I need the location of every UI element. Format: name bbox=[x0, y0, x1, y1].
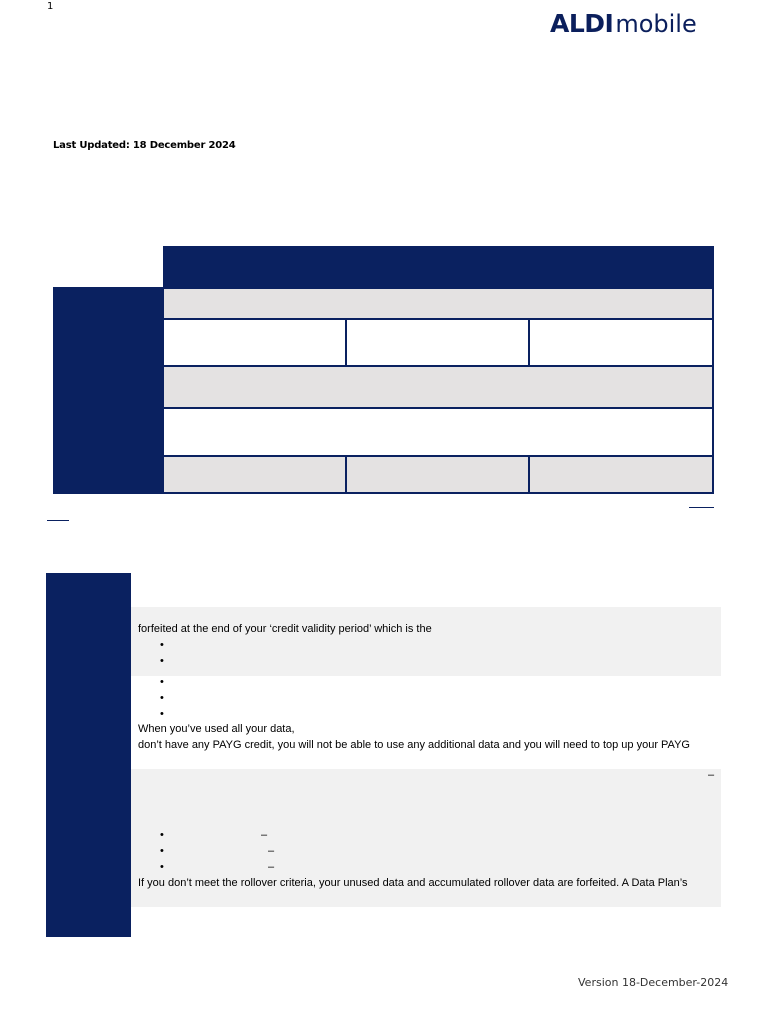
panel3-dash-top: – bbox=[708, 769, 715, 781]
table-bottom-border bbox=[53, 492, 714, 494]
panel1-text: forfeited at the end of your ‘credit validity period’ which is the bbox=[138, 623, 432, 635]
table-row-3 bbox=[162, 365, 714, 409]
section-side-bar bbox=[46, 573, 131, 937]
panel1-bullet-1: • bbox=[160, 639, 164, 651]
panel2-bullet-1: • bbox=[160, 676, 164, 688]
table-cell-5-3 bbox=[528, 455, 714, 494]
table-row-4 bbox=[162, 407, 714, 457]
table-cell-2-2 bbox=[345, 318, 530, 367]
panel2-text-1: When you’ve used all your data, bbox=[138, 723, 295, 735]
aldi-mobile-logo bbox=[550, 9, 697, 39]
table-cell-5-2 bbox=[345, 455, 530, 494]
panel3-bullet-2: • bbox=[160, 845, 164, 857]
version-footer: Version 18-December-2024 bbox=[578, 976, 729, 989]
panel1-bullet-2: • bbox=[160, 655, 164, 667]
summary-table bbox=[53, 246, 714, 494]
panel3-bullet-1: • bbox=[160, 829, 164, 841]
panel2-text-2: don’t have any PAYG credit, you will not be able to use any additional data and you will need to top up your PAYG bbox=[138, 739, 690, 751]
panel3-bullet-3: • bbox=[160, 861, 164, 873]
info-panel-2 bbox=[131, 676, 721, 769]
panel3-dash-1: – bbox=[261, 829, 268, 841]
table-row-1 bbox=[162, 287, 714, 320]
page-number: 1 bbox=[47, 1, 54, 12]
table-cell-5-1 bbox=[162, 455, 347, 494]
footnote-link-right[interactable] bbox=[689, 507, 714, 508]
logo-brand: ALDI bbox=[550, 9, 614, 38]
info-panel-1 bbox=[131, 607, 721, 676]
info-panel-3 bbox=[131, 769, 721, 907]
panel2-bullet-3: • bbox=[160, 708, 164, 720]
table-side-column bbox=[53, 287, 163, 494]
panel3-dash-2: – bbox=[268, 845, 275, 857]
table-cell-2-3 bbox=[528, 318, 714, 367]
footnote-link-left[interactable] bbox=[47, 520, 69, 521]
panel2-bullet-2: • bbox=[160, 692, 164, 704]
logo-suffix: mobile bbox=[615, 10, 697, 38]
panel3-text: If you don’t meet the rollover criteria, your unused data and accumulated rollover data are forfeited. A Data Plan’s bbox=[138, 877, 688, 889]
panel3-dash-3: – bbox=[268, 861, 275, 873]
table-cell-2-1 bbox=[162, 318, 347, 367]
table-header-bar bbox=[163, 246, 714, 288]
last-updated-date: Last Updated: 18 December 2024 bbox=[53, 140, 236, 151]
